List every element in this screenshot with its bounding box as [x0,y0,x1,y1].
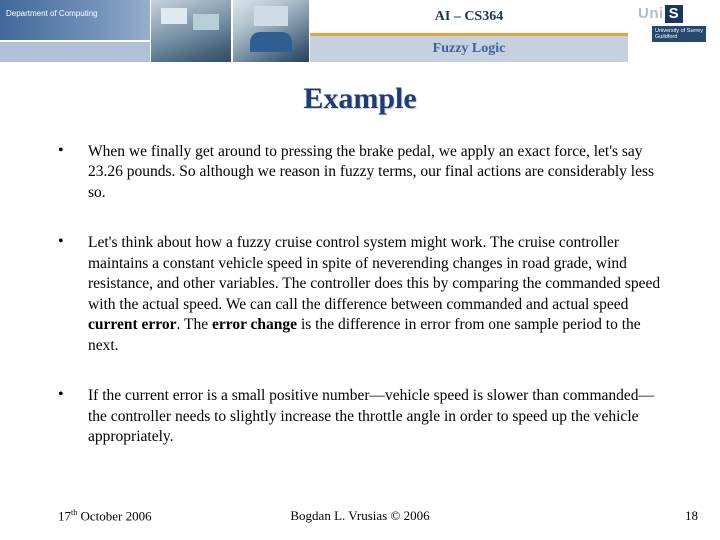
department-banner [0,0,150,62]
photo-students [232,0,310,62]
bullet-text [88,386,664,447]
bullet-item [58,142,664,203]
lecture-topic: Fuzzy Logic [310,36,628,62]
slide-header [0,0,720,62]
bullet-text-bold-segment: current error [88,316,177,334]
bullet-text-segment: If the current error is a small positive number—vehicle speed is slower than commanded—the controller needs to slightly increase the throttle angle in order to speed up the vehicle appropriately. [88,387,655,445]
bullet-text-segment: . The [176,316,212,334]
footer-date-ordinal: th [71,507,78,517]
bullet-text-segment: When we finally get around to pressing the brake pedal, we apply an exact force, let's say 23.26 pounds. So although we reason in fuzzy terms, our final actions are considerably less so. [88,143,655,201]
footer-date-rest: October 2006 [77,508,152,523]
bullet-text [88,142,664,203]
department-band-bottom [0,40,150,62]
logo-subtitle-line2: Guildford [655,34,678,40]
footer-credit: Bogdan L. Vrusias © 2006 [290,508,430,523]
bullet-item [58,386,664,447]
slide-title: Example [303,82,417,115]
logo-s-block: S [665,5,683,23]
logo-subtitle-line1: University of Surrey [655,28,703,34]
bullet-text-segment: is the difference in error from one sample period to the next. [88,316,641,354]
course-title: AI – CS364 [310,0,628,33]
bullet-text [88,233,664,356]
bullet-list [58,142,664,447]
photo-computer-lab [150,0,232,62]
department-label: Department of Computing [6,9,98,18]
department-band-top [0,0,150,40]
bullet-text-segment: Let's think about how a fuzzy cruise control system might work. The cruise controller maintains a constant vehicle speed in spite of neverending changes in road grade, wind resistance, and other variables. The controller does this by comparing the commanded speed with the actual speed. We can call the difference between commanded and actual speed [88,234,661,313]
unis-logo-row [638,5,720,23]
bullet-text-bold-segment: error change [211,316,298,334]
page-number: 18 [685,508,698,523]
course-banner [310,0,628,62]
university-logo [628,0,720,62]
bullet-item [58,233,664,356]
bullet-marker: • [58,386,64,404]
footer-date-day: 17 [58,508,71,523]
bullet-marker: • [58,142,64,159]
logo-uni-text: Uni [638,5,664,22]
bullet-marker: • [58,233,64,251]
logo-subtitle [652,26,706,42]
